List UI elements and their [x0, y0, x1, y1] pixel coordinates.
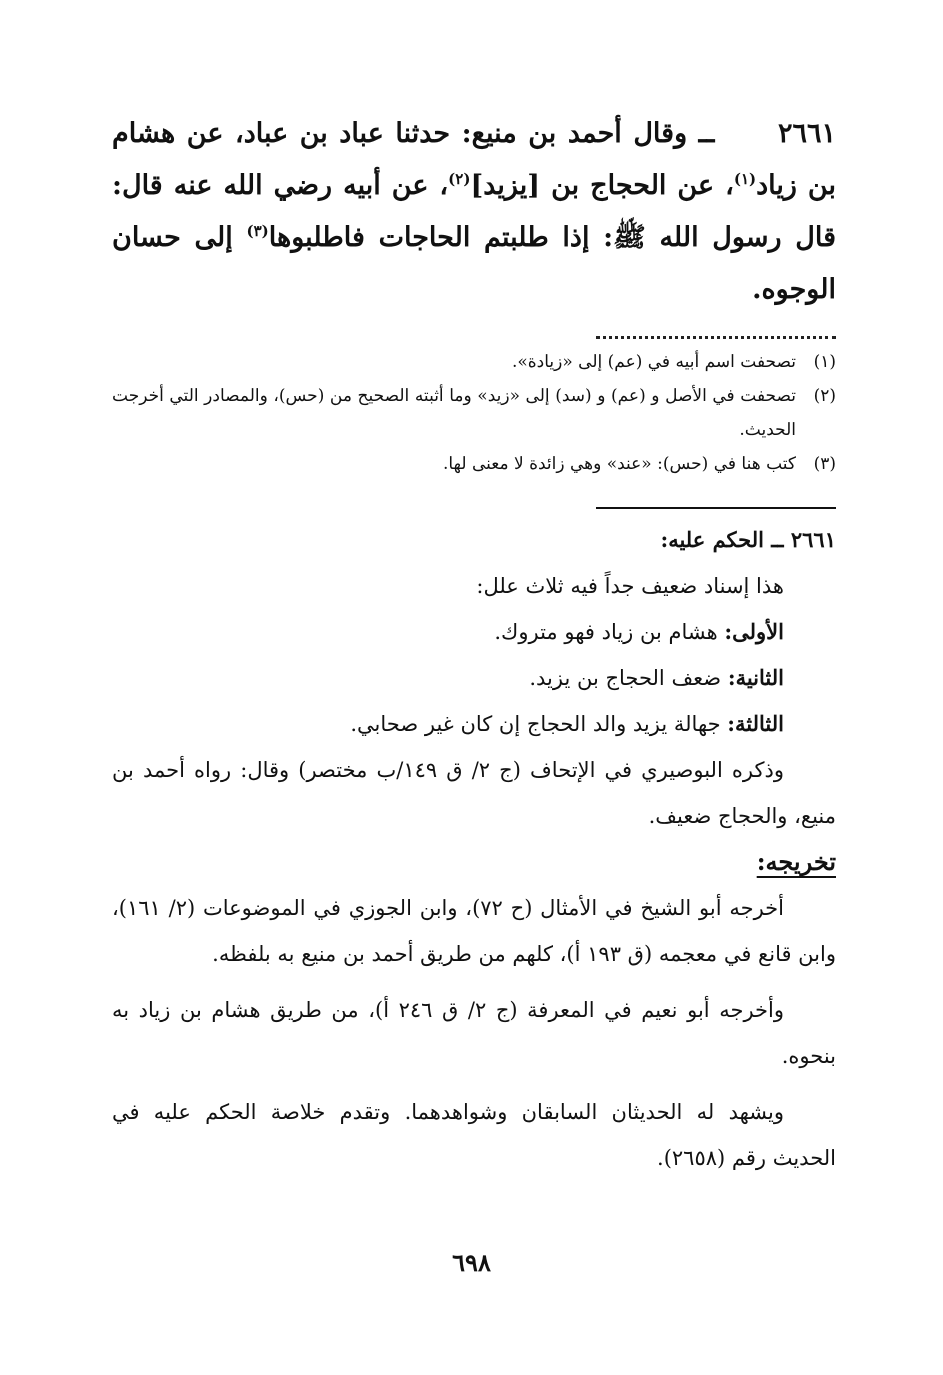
busiri-note — [112, 747, 836, 839]
defect-text: جهالة يزيد والد الحجاج إن كان غير صحابي. — [350, 712, 728, 736]
hadith-part-3: ، عن أبيه رضي الله عنه قال: قال رسول الله ﷺ: إذا طلبتم الحاجات فاطلبوها — [112, 170, 836, 253]
footnote-item — [112, 379, 836, 447]
footnote-ref-2[interactable]: (٢) — [448, 170, 471, 188]
takhrij-paragraph-1 — [112, 885, 836, 977]
takhrij-heading: تخريجه: — [756, 847, 836, 876]
section-divider — [596, 507, 836, 509]
footnote-text: تصحفت في الأصل و (عم) و (سد) إلى «زيد» وما أثبته الصحيح من (حس)، والمصادر التي أخرجت الحديث. — [112, 386, 796, 440]
defect-text: ضعف الحجاج بن يزيد. — [529, 666, 728, 690]
ruling-section — [112, 517, 836, 1181]
hadith-part-4: إلى حسان الوجوه. — [112, 222, 836, 305]
hadith-number: ٢٦٦١ — [777, 118, 836, 149]
hadith-text — [112, 108, 836, 316]
ruling-heading: ٢٦٦١ ــ الحكم عليه: — [660, 527, 836, 552]
page-number: ٦٩٨ — [452, 1248, 491, 1277]
takhrij-text: أخرجه أبو الشيخ في الأمثال (ح ٧٢)، وابن الجوزي في الموضوعات (٢/ ١٦١)، وابن قانع في معجمه (ق ١٩٣ أ)، كلهم من طريق أحمد بن منيع به بلفظه. — [112, 896, 836, 966]
defect-label: الثانية: — [727, 665, 784, 690]
footnotes — [112, 345, 836, 481]
defect-2 — [112, 655, 836, 701]
footnote-text: كتب هنا في (حس): «عند» وهي زائدة لا معنى لها. — [442, 454, 796, 474]
footnote-mark: (٣) — [813, 454, 836, 474]
defect-label: الأولى: — [724, 619, 784, 644]
takhrij-text: وأخرجه أبو نعيم في المعرفة (ج ٢/ ق ٢٤٦ أ)، من طريق هشام بن زياد به بنحوه. — [112, 998, 836, 1068]
footnote-mark: (١) — [813, 352, 836, 372]
footnote-text: تصحفت اسم أبيه في (عم) إلى «زيادة». — [511, 352, 796, 372]
takhrij-paragraph-2 — [112, 987, 836, 1079]
defect-text: هشام بن زياد فهو متروك. — [494, 620, 725, 644]
hadith-part-1: وقال أحمد بن منيع: حدثنا عباد بن عباد، عن هشام بن زياد — [112, 118, 836, 201]
footnote-separator — [596, 336, 836, 339]
takhrij-paragraph-3 — [112, 1089, 836, 1181]
busiri-text: وذكره البوصيري في الإتحاف (ج ٢/ ق ١٤٩/ب مختصر) وقال: رواه أحمد بن منيع، والحجاج ضعيف. — [112, 758, 836, 828]
takhrij-text: ويشهد له الحديثان السابقان وشواهدهما. وتقدم خلاصة الحكم عليه في الحديث رقم (٢٦٥٨). — [112, 1100, 836, 1170]
footnote-mark: (٢) — [813, 386, 836, 406]
defect-label: الثالثة: — [727, 711, 784, 736]
hadith-part-2: ، عن الحجاج بن [يزيد] — [470, 170, 734, 201]
footnote-item — [112, 345, 836, 379]
footnote-ref-3[interactable]: (٣) — [246, 222, 269, 240]
defect-3 — [112, 701, 836, 747]
dash: ــ — [687, 118, 726, 149]
ruling-intro: هذا إسناد ضعيف جداً فيه ثلاث علل: — [476, 574, 784, 598]
defect-1 — [112, 609, 836, 655]
footnote-item — [112, 447, 836, 481]
page-content — [112, 108, 836, 1181]
footnote-ref-1[interactable]: (١) — [733, 170, 757, 188]
